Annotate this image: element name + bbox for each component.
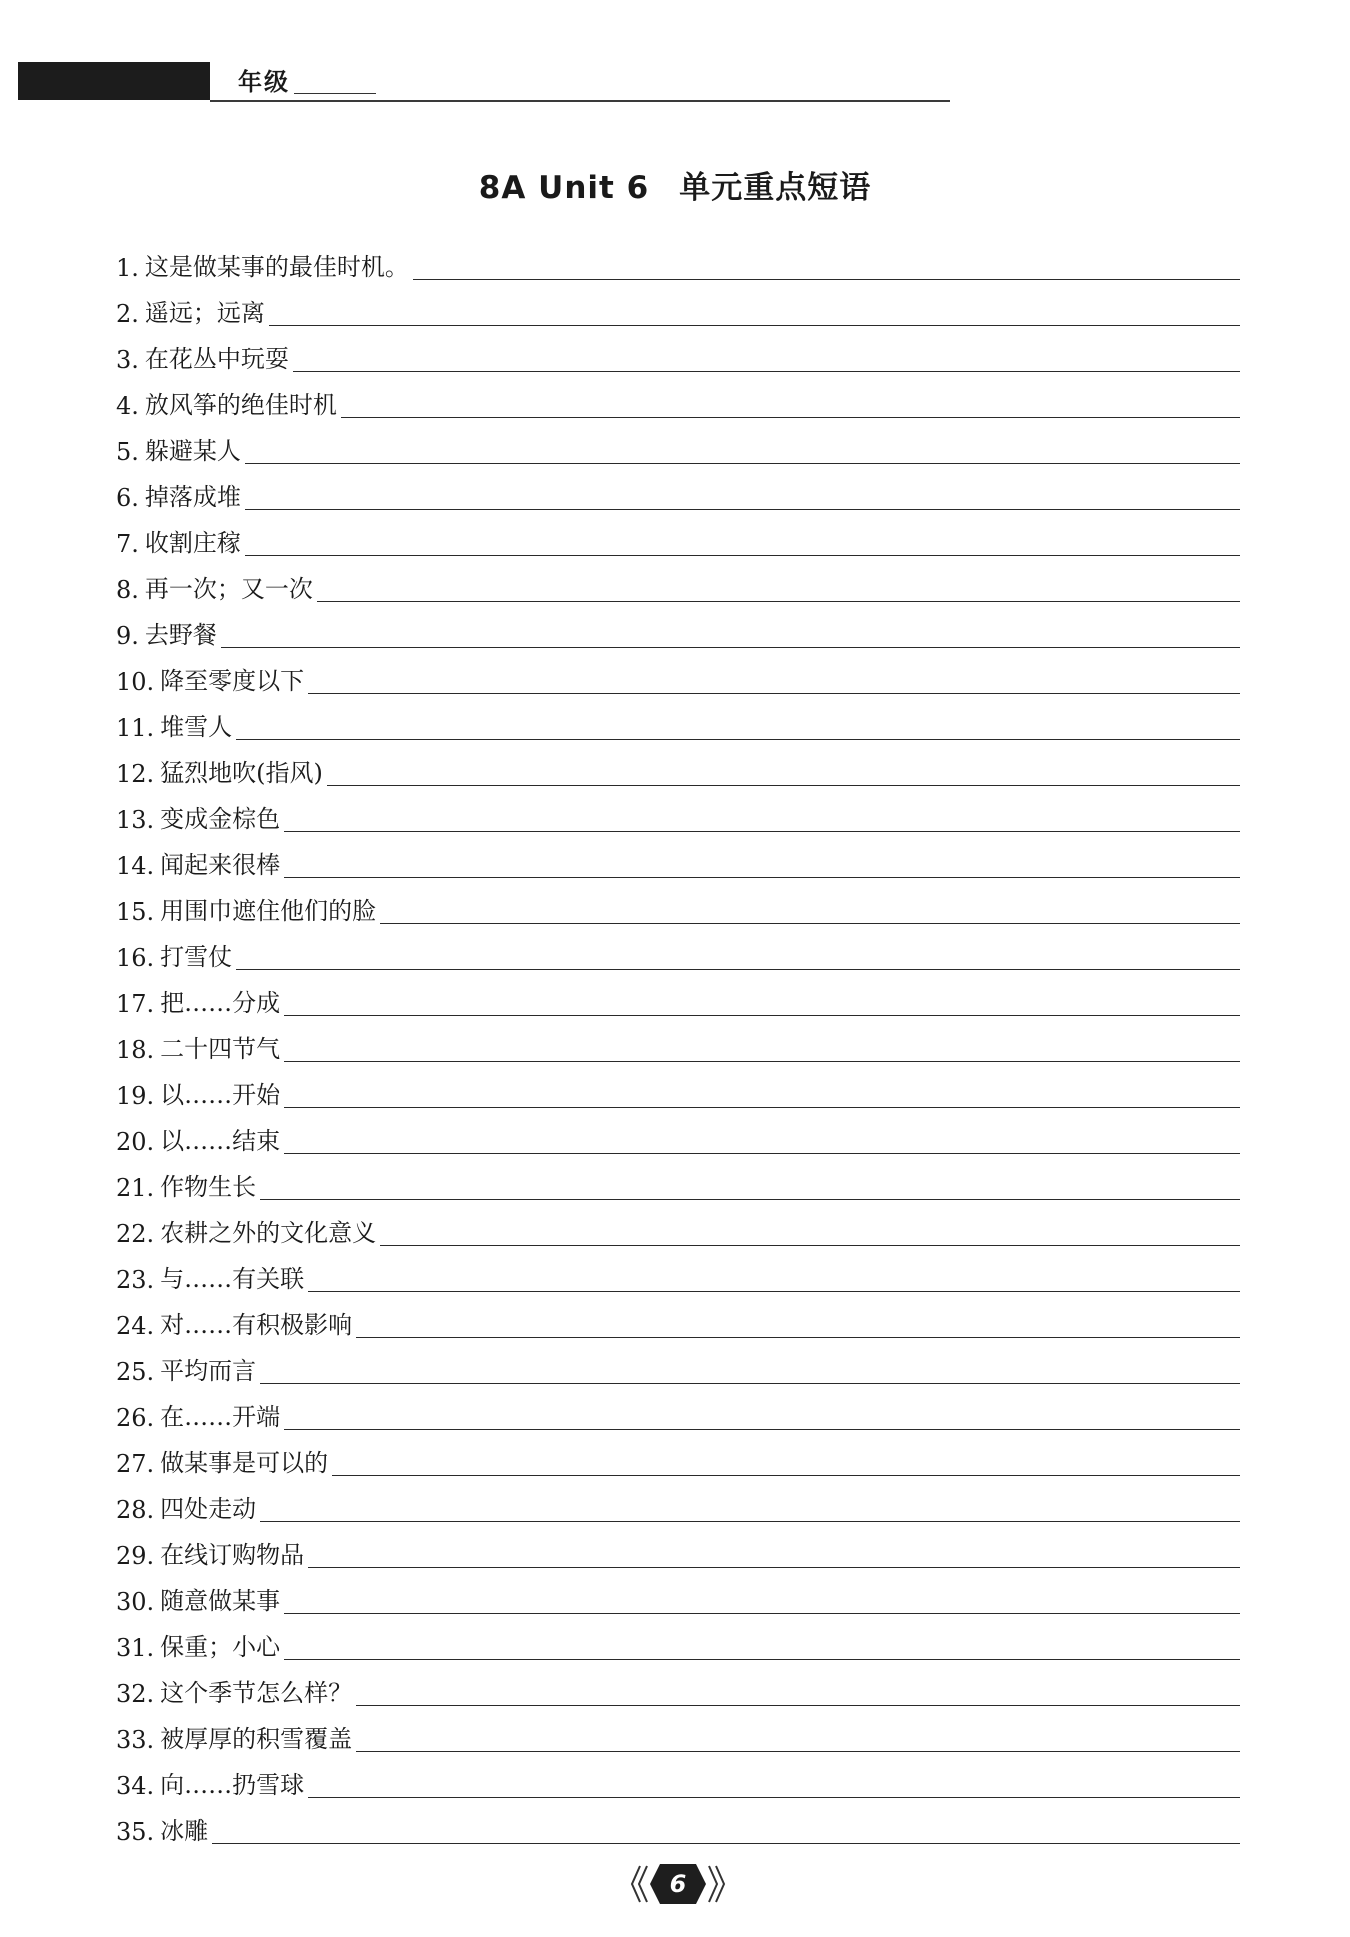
item-prompt: 做某事是可以的 [160,1449,329,1477]
item-number: 10. [116,668,155,696]
answer-blank[interactable] [308,1539,1240,1568]
item-prompt: 平均而言 [160,1357,257,1385]
phrase-item [116,1386,1240,1432]
grade-label: 年级 [238,68,290,96]
unit-title: 8A Unit 6 [478,170,650,206]
item-number: 22. [116,1220,155,1248]
item-number: 25. [116,1358,155,1386]
item-prompt: 收割庄稼 [144,529,241,557]
answer-blank[interactable] [269,297,1240,326]
item-number: 3. [116,346,139,374]
item-prompt: 遥远；远离 [144,299,265,327]
item-number: 6. [116,484,139,512]
phrase-item [116,1478,1240,1524]
answer-blank[interactable] [308,1263,1240,1292]
answer-blank[interactable] [236,941,1240,970]
answer-blank[interactable] [317,573,1240,602]
phrase-item [116,604,1240,650]
item-number: 27. [116,1450,155,1478]
item-number: 32. [116,1680,155,1708]
item-number: 29. [116,1542,155,1570]
item-number: 33. [116,1726,155,1754]
item-prompt: 降至零度以下 [160,667,305,695]
phrase-item [116,1340,1240,1386]
item-prompt: 以……开始 [160,1081,281,1109]
phrase-item [116,374,1240,420]
item-prompt: 再一次；又一次 [144,575,313,603]
phrase-item [116,1708,1240,1754]
phrase-item [116,466,1240,512]
phrase-item [116,328,1240,374]
phrase-item [116,1432,1240,1478]
item-number: 15. [116,898,155,926]
answer-blank[interactable] [284,1401,1240,1430]
phrase-item [116,1570,1240,1616]
item-prompt: 二十四节气 [160,1035,281,1063]
item-number: 21. [116,1174,155,1202]
item-number: 28. [116,1496,155,1524]
phrase-item [116,1064,1240,1110]
answer-blank[interactable] [284,987,1240,1016]
item-number: 35. [116,1818,155,1846]
answer-blank[interactable] [308,665,1240,694]
answer-blank[interactable] [380,895,1240,924]
item-prompt: 躲避某人 [144,437,241,465]
answer-blank[interactable] [260,1355,1240,1384]
item-number: 19. [116,1082,155,1110]
item-prompt: 在线订购物品 [160,1541,305,1569]
phrase-item [116,926,1240,972]
item-prompt: 与……有关联 [160,1265,305,1293]
answer-blank[interactable] [284,803,1240,832]
answer-blank[interactable] [327,757,1240,786]
phrase-item [116,788,1240,834]
item-number: 12. [116,760,155,788]
grade-blank [294,69,376,94]
answer-blank[interactable] [245,435,1240,464]
phrase-item [116,1110,1240,1156]
item-number: 11. [116,714,155,742]
item-prompt: 堆雪人 [160,713,233,741]
item-prompt: 用围巾遮住他们的脸 [160,897,377,925]
item-prompt: 这个季节怎么样？ [160,1679,353,1707]
answer-blank[interactable] [245,527,1240,556]
header-rule [210,100,950,102]
answer-blank[interactable] [212,1815,1240,1844]
answer-blank[interactable] [236,711,1240,740]
item-number: 24. [116,1312,155,1340]
page-number-badge [630,1862,726,1906]
answer-blank[interactable] [341,389,1240,418]
section-heading: 单元重点短语 [679,170,872,206]
item-number: 8. [116,576,139,604]
phrase-item [116,420,1240,466]
phrase-item [116,512,1240,558]
item-prompt: 作物生长 [160,1173,257,1201]
phrase-item [116,1248,1240,1294]
phrase-item [116,1202,1240,1248]
answer-blank[interactable] [308,1769,1240,1798]
item-number: 23. [116,1266,155,1294]
phrase-item [116,834,1240,880]
answer-blank[interactable] [356,1309,1240,1338]
answer-blank[interactable] [356,1723,1240,1752]
answer-blank[interactable] [332,1447,1240,1476]
item-prompt: 随意做某事 [160,1587,281,1615]
answer-blank[interactable] [413,251,1240,280]
phrase-item [116,1754,1240,1800]
item-prompt: 冰雕 [160,1817,209,1845]
item-prompt: 农耕之外的文化意义 [160,1219,377,1247]
item-number: 16. [116,944,155,972]
answer-blank[interactable] [260,1171,1240,1200]
item-prompt: 被厚厚的积雪覆盖 [160,1725,353,1753]
answer-blank[interactable] [284,1079,1240,1108]
answer-blank[interactable] [221,619,1240,648]
item-number: 2. [116,300,139,328]
item-prompt: 打雪仗 [160,943,233,971]
phrase-item [116,1662,1240,1708]
answer-blank[interactable] [284,1033,1240,1062]
item-number: 7. [116,530,139,558]
phrase-item [116,650,1240,696]
item-prompt: 在……开端 [160,1403,281,1431]
item-number: 18. [116,1036,155,1064]
page-number: 6 [669,1870,687,1898]
answer-blank[interactable] [356,1677,1240,1706]
item-prompt: 四处走动 [160,1495,257,1523]
answer-blank[interactable] [245,481,1240,510]
item-prompt: 向……扔雪球 [160,1771,305,1799]
header-band [18,62,210,100]
item-number: 34. [116,1772,155,1800]
item-number: 4. [116,392,139,420]
phrase-item [116,1294,1240,1340]
answer-blank[interactable] [293,343,1240,372]
item-number: 30. [116,1588,155,1616]
grade-field [238,62,376,96]
phrase-item [116,282,1240,328]
item-prompt: 变成金棕色 [160,805,281,833]
phrase-item [116,1524,1240,1570]
answer-blank[interactable] [380,1217,1240,1246]
item-prompt: 掉落成堆 [144,483,241,511]
item-number: 14. [116,852,155,880]
item-prompt: 对……有积极影响 [160,1311,353,1339]
phrase-item [116,558,1240,604]
phrase-item [116,696,1240,742]
phrase-item [116,880,1240,926]
item-number: 17. [116,990,155,1018]
item-number: 20. [116,1128,155,1156]
item-prompt: 闻起来很棒 [160,851,281,879]
item-number: 13. [116,806,155,834]
phrase-list [116,236,1240,1846]
phrase-item [116,1616,1240,1662]
answer-blank[interactable] [284,1125,1240,1154]
answer-blank[interactable] [260,1493,1240,1522]
item-number: 9. [116,622,139,650]
item-number: 26. [116,1404,155,1432]
item-prompt: 放风筝的绝佳时机 [144,391,337,419]
phrase-item [116,1018,1240,1064]
phrase-item [116,236,1240,282]
answer-blank[interactable] [284,849,1240,878]
item-prompt: 在花丛中玩耍 [144,345,289,373]
item-prompt: 以……结束 [160,1127,281,1155]
item-prompt: 保重；小心 [160,1633,281,1661]
item-prompt: 把……分成 [160,989,281,1017]
item-prompt: 去野餐 [144,621,217,649]
answer-blank[interactable] [284,1631,1240,1660]
item-prompt: 这是做某事的最佳时机。 [144,253,409,281]
page-title [0,162,1350,207]
item-number: 31. [116,1634,155,1662]
item-number: 5. [116,438,139,466]
phrase-item [116,972,1240,1018]
answer-blank[interactable] [284,1585,1240,1614]
phrase-item [116,1800,1240,1846]
item-number: 1. [116,254,139,282]
item-prompt: 猛烈地吹(指风) [160,759,323,787]
phrase-item [116,1156,1240,1202]
phrase-item [116,742,1240,788]
